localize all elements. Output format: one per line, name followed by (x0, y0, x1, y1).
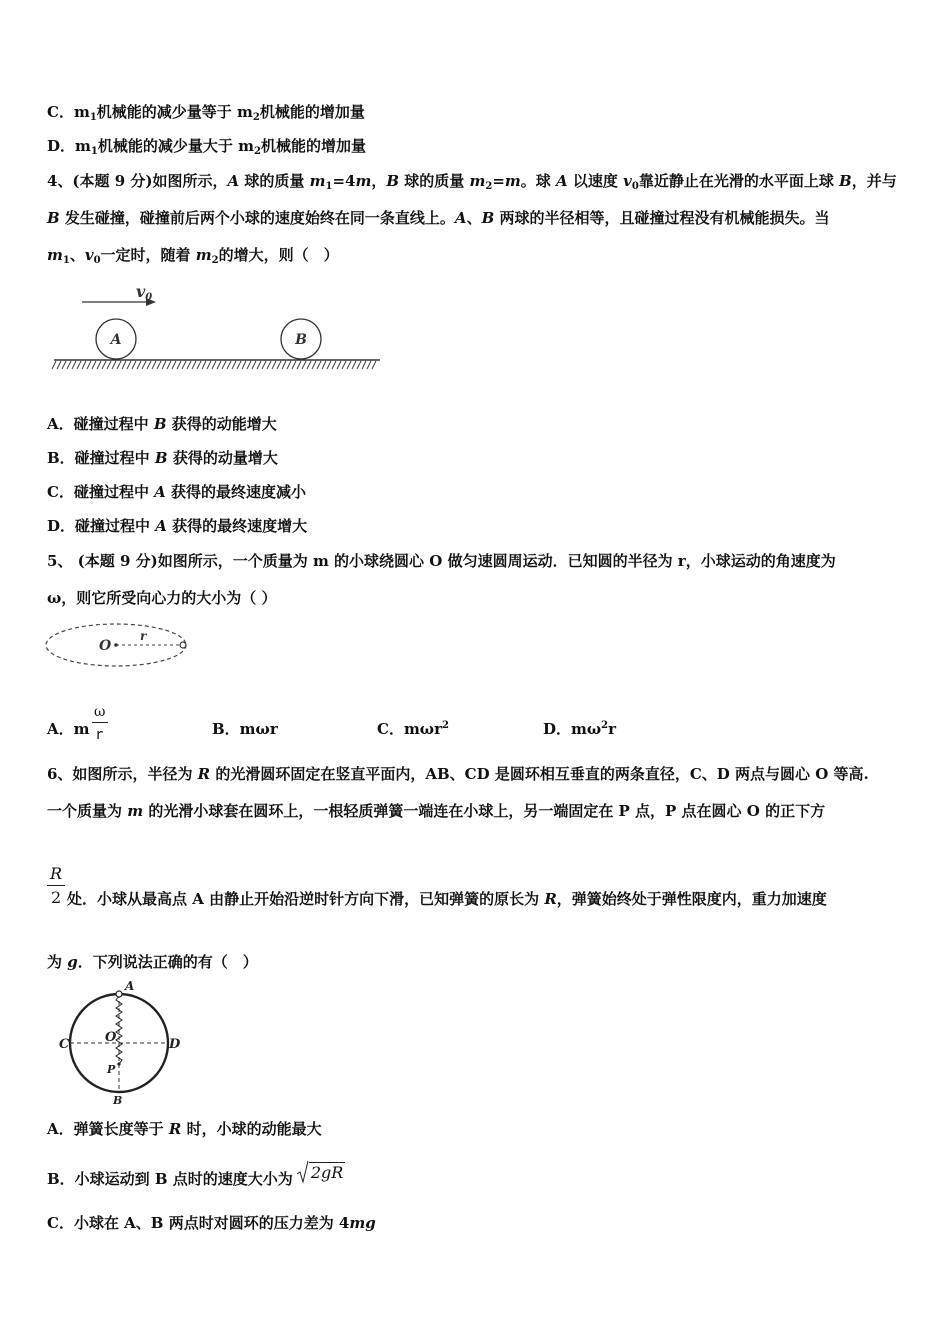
hatch-stroke (152, 361, 156, 369)
hatch-stroke (277, 361, 281, 369)
q3-option-d: D．$m_1$机械能的减少量大于 $m_2$机械能的增加量 (47, 137, 366, 157)
hatch-stroke (97, 361, 101, 369)
q4-option-a: A．碰撞过程中 B 获得的动能增大 (47, 415, 277, 433)
hatch-stroke (197, 361, 201, 369)
hatch-stroke (87, 361, 91, 369)
hatch-stroke (157, 361, 161, 369)
hatch-stroke (332, 361, 336, 369)
hatch-stroke (217, 361, 221, 369)
hatch-stroke (317, 361, 321, 369)
hatch-stroke (322, 361, 326, 369)
hatch-stroke (347, 361, 351, 369)
ground-hatching (52, 361, 376, 369)
hatch-stroke (257, 361, 261, 369)
q6-ring-figure (55, 980, 190, 1108)
q4-stem-line2: B 发生碰撞，碰撞前后两个小球的速度始终在同一条直线上。A、B 两球的半径相等，且碰撞过程没有机械能损失。当 (47, 209, 830, 227)
q5-option-d: D．$m\omega^2r$ (543, 720, 617, 738)
q4-option-c: C．碰撞过程中 A 获得的最终速度减小 (47, 483, 307, 501)
q4-stem-line1: 4、(本题 9 分)如图所示，A 球的质量 $m_1=4m$，B 球的质量 $m_2=m$。球 A 以速度 $v_0$靠近静止在光滑的水平面上球 B，并与 (47, 172, 897, 192)
label-o: O (105, 1030, 117, 1045)
hatch-stroke (162, 361, 166, 369)
center-label-o: O (99, 638, 112, 654)
hatch-stroke (252, 361, 256, 369)
label-a: A (125, 980, 135, 993)
q5-stem-line1: 5、 (本题 9 分)如图所示，一个质量为 m 的小球绕圆心 O 做匀速圆周运动．已知圆的半径为 r，小球运动的角速度为 (47, 552, 836, 570)
hatch-stroke (107, 361, 111, 369)
q3-option-c: C．$m_1$机械能的减少量等于 $m_2$机械能的增加量 (47, 103, 365, 123)
q4-option-b: B．碰撞过程中 B 获得的动量增大 (47, 449, 278, 467)
hatch-stroke (182, 361, 186, 369)
label-b: B (113, 1094, 123, 1107)
hatch-stroke (222, 361, 226, 369)
hatch-stroke (362, 361, 366, 369)
label-d: D (169, 1037, 181, 1052)
ball-a-label: A (110, 332, 122, 348)
radius-label-r: r (140, 629, 147, 643)
hatch-stroke (202, 361, 206, 369)
hatch-stroke (372, 361, 376, 369)
hatch-stroke (237, 361, 241, 369)
q4-collision-figure (50, 280, 390, 375)
q6-option-b: B．小球运动到 B 点时的速度大小为 2gR (47, 1166, 345, 1190)
hatch-stroke (92, 361, 96, 369)
hatch-stroke (212, 361, 216, 369)
hatch-stroke (117, 361, 121, 369)
spring (116, 996, 122, 1064)
hatch-stroke (327, 361, 331, 369)
hatch-stroke (52, 361, 56, 369)
hatch-stroke (137, 361, 141, 369)
hatch-stroke (132, 361, 136, 369)
q6-stem-line1: 6、如图所示，半径为 R 的光滑圆环固定在竖直平面内，AB、CD 是圆环相互垂直的两条直径，C、D 两点与圆心 O 等高. (47, 765, 869, 783)
hatch-stroke (297, 361, 301, 369)
hatch-stroke (77, 361, 81, 369)
hatch-stroke (122, 361, 126, 369)
hatch-stroke (352, 361, 356, 369)
small-ring-ball (116, 991, 122, 997)
q6-option-a: A．弹簧长度等于 R 时，小球的动能最大 (47, 1120, 322, 1138)
fraction-numerator: ω (94, 704, 106, 720)
hatch-stroke (112, 361, 116, 369)
q5-option-b: B．mωr (212, 720, 278, 738)
hatch-stroke (292, 361, 296, 369)
hatch-stroke (177, 361, 181, 369)
q4-option-d: D．碰撞过程中 A 获得的最终速度增大 (47, 517, 308, 535)
hatch-stroke (57, 361, 61, 369)
hatch-stroke (142, 361, 146, 369)
hatch-stroke (62, 361, 66, 369)
hatch-stroke (242, 361, 246, 369)
q6-stem-line2: 一个质量为 m 的光滑小球套在圆环上，一根轻质弹簧一端连在小球上，另一端固定在 P 点，P 点在圆心 O 的正下方 (47, 802, 826, 820)
sqrt-expression: 2gR (297, 1160, 345, 1184)
hatch-stroke (187, 361, 191, 369)
hatch-stroke (357, 361, 361, 369)
hatch-stroke (267, 361, 271, 369)
hatch-stroke (192, 361, 196, 369)
hatch-stroke (167, 361, 171, 369)
hatch-stroke (172, 361, 176, 369)
q4-stem-line3: $m_1$、$v_0$一定时，随着 $m_2$的增大，则（ ） (47, 246, 339, 266)
label-c: C (59, 1037, 70, 1052)
q6-fraction-denominator: 2 (51, 888, 62, 907)
point-p (117, 1062, 120, 1065)
hatch-stroke (127, 361, 131, 369)
hatch-stroke (232, 361, 236, 369)
hatch-stroke (67, 361, 71, 369)
hatch-stroke (302, 361, 306, 369)
q6-fraction-numerator: R (50, 864, 63, 883)
hatch-stroke (282, 361, 286, 369)
q5-option-a: A．m ω r (47, 718, 90, 739)
hatch-stroke (82, 361, 86, 369)
hatch-stroke (207, 361, 211, 369)
q5-stem-line2: ω，则它所受向心力的大小为（ ） (47, 589, 277, 607)
hatch-stroke (272, 361, 276, 369)
hatch-stroke (262, 361, 266, 369)
hatch-stroke (147, 361, 151, 369)
hatch-stroke (72, 361, 76, 369)
hatch-stroke (102, 361, 106, 369)
q6-fraction-bar (47, 885, 65, 886)
q6-stem-line4: 为 g．下列说法正确的有（ ） (47, 953, 258, 971)
sqrt-sign-icon (297, 1160, 309, 1184)
small-ball (180, 642, 186, 648)
hatch-stroke (337, 361, 341, 369)
q6-stem-line3: 处．小球从最高点 A 由静止开始沿逆时针方向下滑，已知弹簧的原长为 R，弹簧始终处于弹性限度内，重力加速度 (67, 890, 827, 908)
ball-b-label: B (295, 332, 307, 348)
q5-circle-figure (44, 622, 194, 670)
fraction-denominator: r (95, 727, 104, 743)
fraction-bar (92, 722, 108, 723)
hatch-stroke (342, 361, 346, 369)
q5-option-c: C．mωr$^2$ (377, 720, 449, 738)
label-p: P (107, 1063, 116, 1076)
q6-option-c: C．小球在 A、B 两点时对圆环的压力差为 4mg (47, 1214, 376, 1232)
hatch-stroke (287, 361, 291, 369)
hatch-stroke (247, 361, 251, 369)
hatch-stroke (227, 361, 231, 369)
hatch-stroke (367, 361, 371, 369)
hatch-stroke (307, 361, 311, 369)
hatch-stroke (312, 361, 316, 369)
velocity-label: v0 (136, 282, 153, 303)
